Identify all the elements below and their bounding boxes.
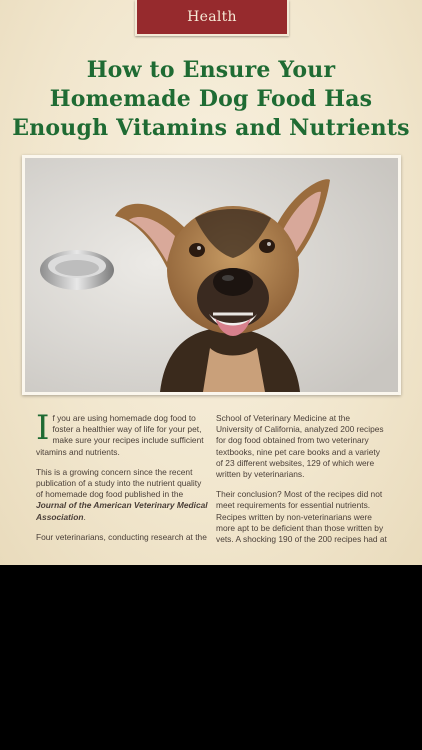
- dog-photo: [22, 155, 401, 395]
- paragraph-2-end: .: [83, 511, 86, 522]
- headline-line-2: Homemade Dog Food Has: [49, 86, 373, 112]
- paragraph-3: Four veterinarians, conducting research at the: [36, 531, 207, 542]
- section-tab[interactable]: [135, 0, 289, 36]
- paragraph-2-start: This is a growing concern since the recent publication of a study into the nutrient quality of homemade dog food published in the: [36, 466, 202, 500]
- paragraph-5: Their conclusion? Most of the recipes did not meet requirements for essential nutrients. Recipes written by non-veterinarians were more apt to be deficient than those written by vets. A shocking 190 of the 200 recipes had at: [216, 489, 387, 545]
- paragraph-4: School of Veterinary Medicine at the University of California, analyzed 200 recipes for dog food obtained from two veterinary textbooks, nine pet care books and a variety of 23 different websites, 129 of which were written by veterinarians.: [216, 413, 384, 480]
- headline-line-1: How to Ensure Your: [86, 57, 336, 83]
- article-headline: [10, 56, 412, 143]
- dog-illustration: [25, 158, 398, 392]
- empty-letterbox-area: [0, 565, 422, 750]
- journal-title: Journal of the American Veterinary Medical Association: [36, 500, 208, 522]
- section-label: Health: [187, 9, 237, 25]
- paragraph-1-text: f you are using homemade dog food to foster a healthier way of life for your pet, make sure your recipes include sufficient vitamins and nutrients.: [36, 413, 204, 457]
- article-column-right: [216, 413, 388, 554]
- article-column-left: [36, 408, 208, 552]
- paragraph-2: [36, 467, 208, 523]
- headline-line-3: Enough Vitamins and Nutrients: [12, 115, 410, 141]
- paragraph-1: [36, 408, 208, 458]
- drop-cap: I: [36, 408, 50, 448]
